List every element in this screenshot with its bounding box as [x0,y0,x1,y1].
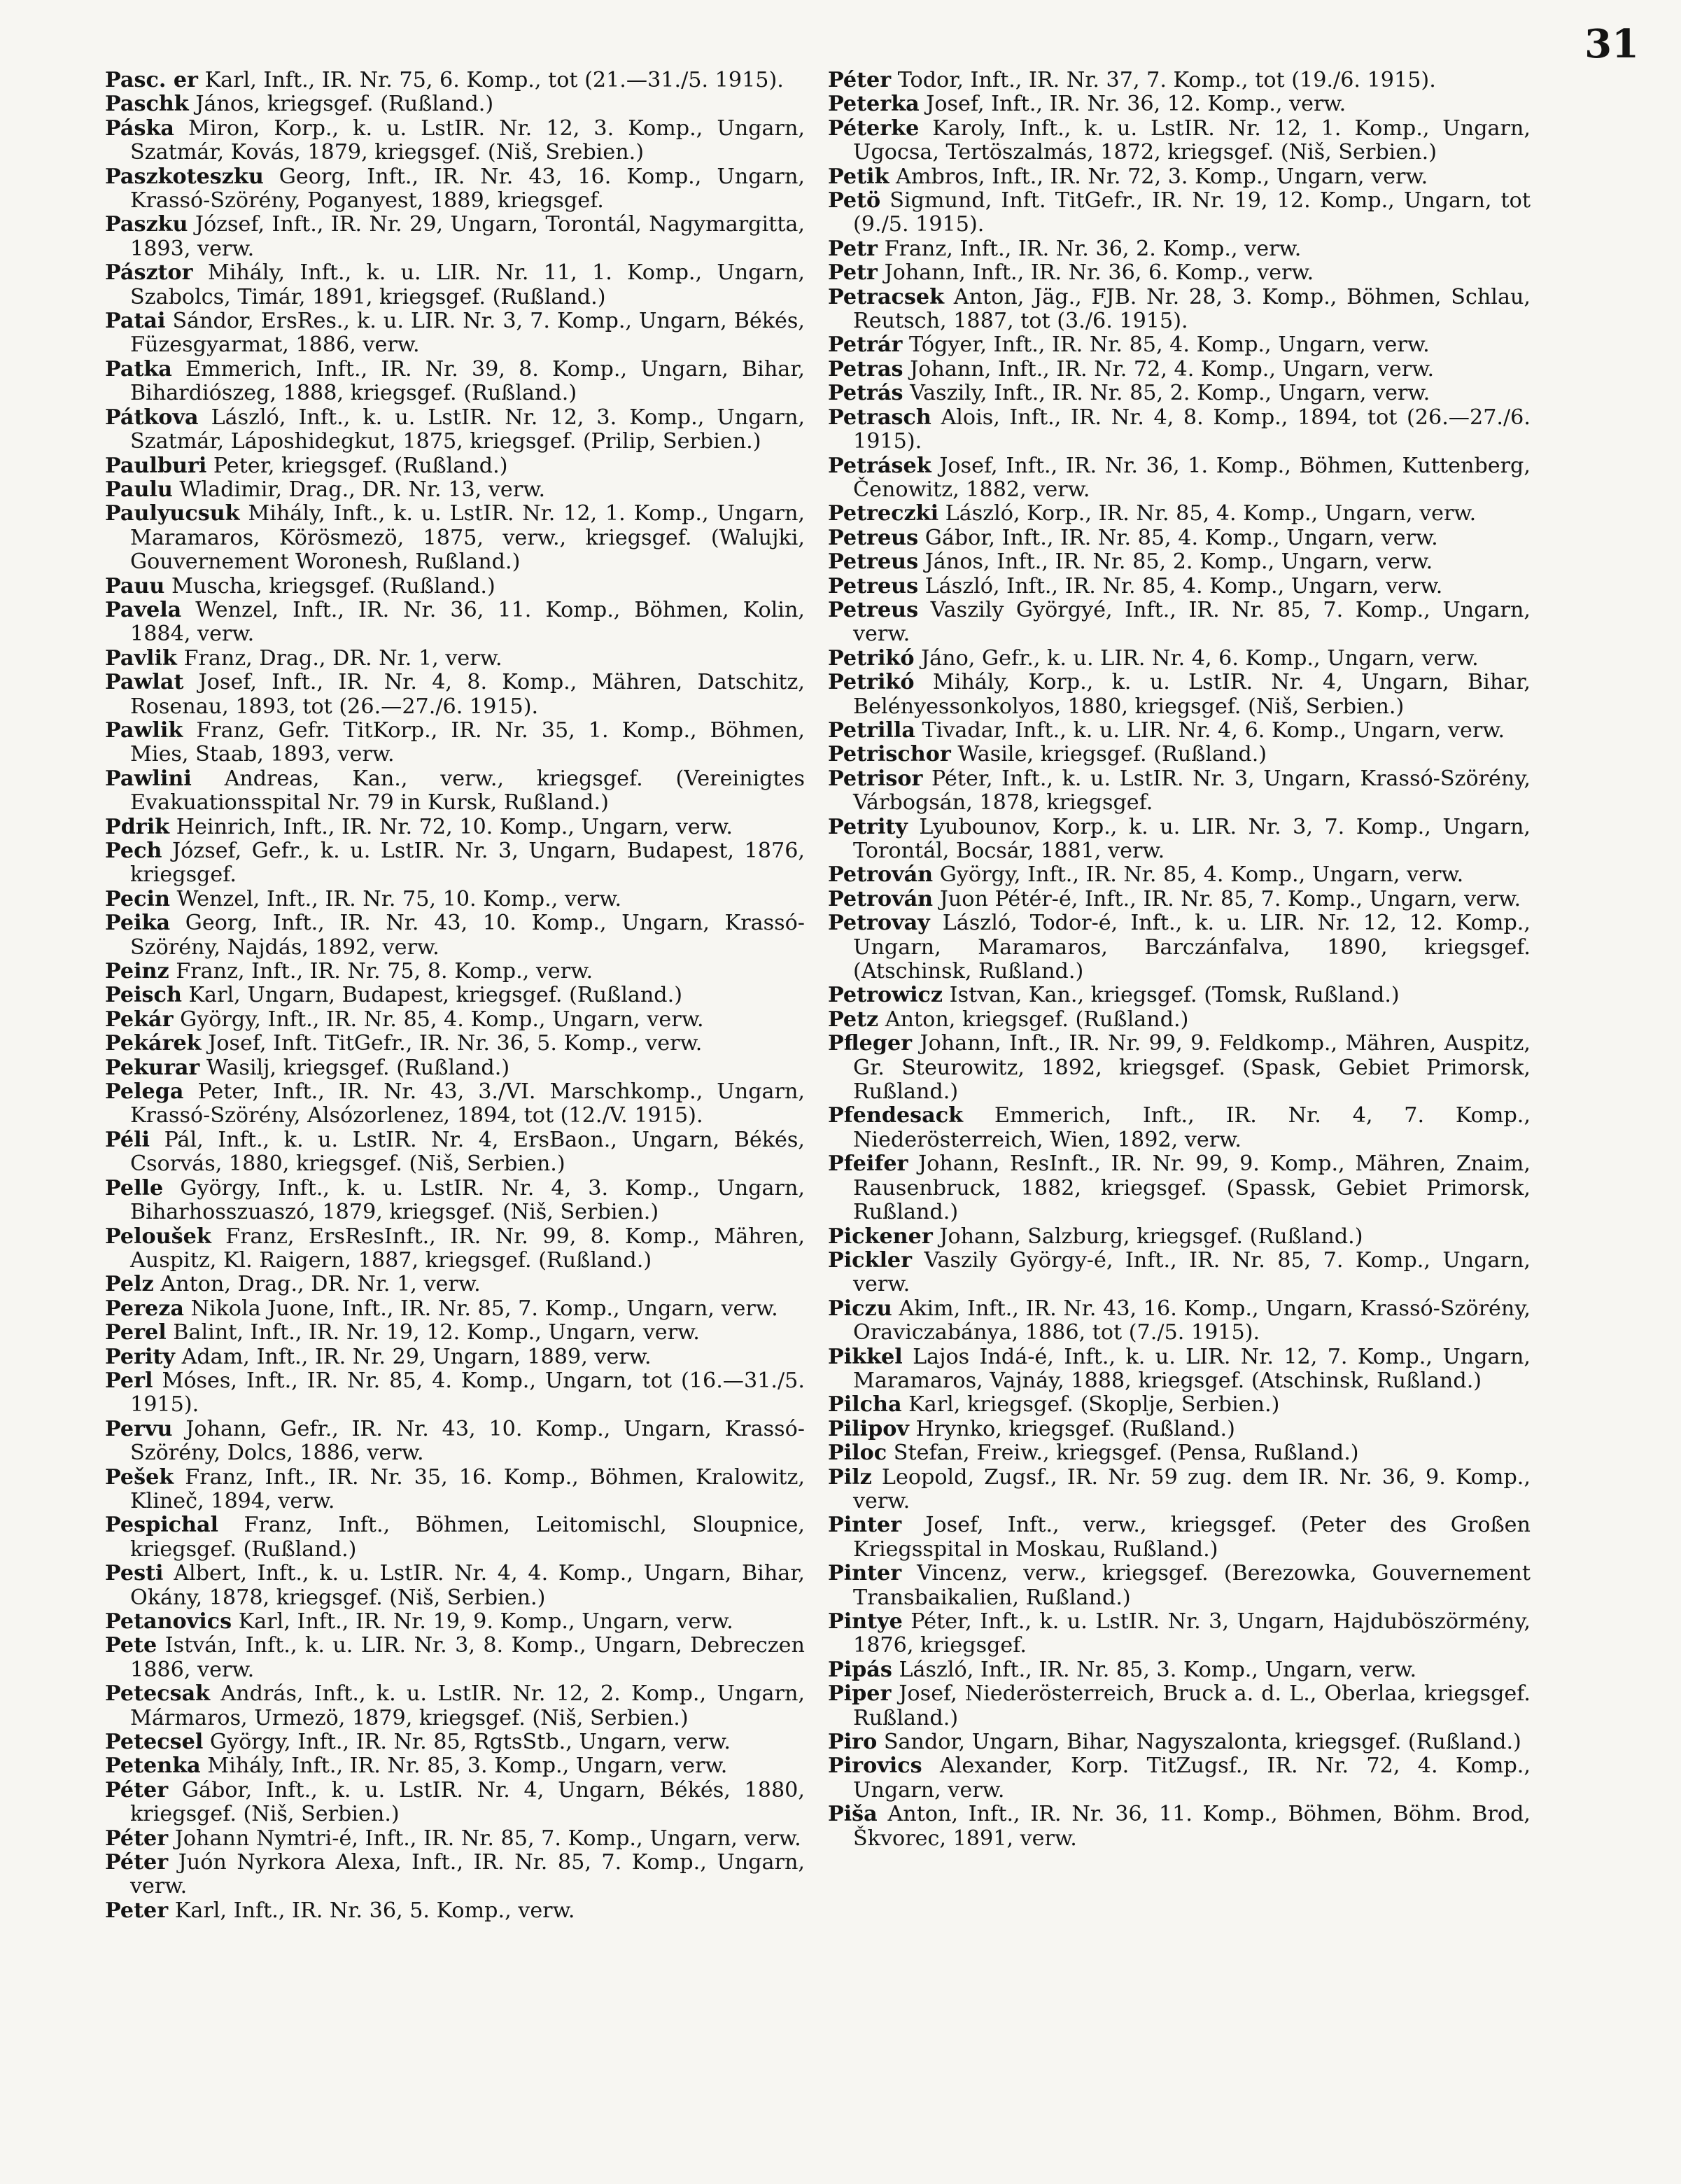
register-entry [828,406,1531,454]
entry-surname: Petecsak [105,1681,211,1707]
entry-details: Sandor, Ungarn, Bihar, Nagyszalonta, kriegsgef. (Rußland.) [883,1730,1521,1755]
register-entry [105,1827,805,1851]
entry-surname: Pekár [105,1007,174,1032]
entry-surname: Pátkova [105,405,199,430]
entry-details: György, Inft., IR. Nr. 85, 4. Komp., Ungarn, verw. [939,862,1464,888]
entry-surname: Pasc. er [105,68,198,92]
register-entry [105,1418,805,1466]
entry-details: Tógyer, Inft., IR. Nr. 85, 4. Komp., Ungarn, verw. [909,332,1430,358]
register-entry [828,816,1531,864]
entry-surname: Pickler [828,1247,913,1273]
register-entry [828,550,1531,574]
register-entry [828,526,1531,550]
entry-details: Emmerich, Inft., IR. Nr. 39, 8. Komp., Ungarn, Bihar, Bihardiószeg, 1888, kriegsgef. (Rußland.) [130,356,805,406]
register-entry [828,1754,1531,1802]
entry-surname: Peika [105,911,171,936]
entry-surname: Peter [105,1898,169,1923]
entry-details: Balint, Inft., IR. Nr. 19, 12. Komp., Ungarn, verw. [173,1320,700,1345]
entry-details: Todor, Inft., IR. Nr. 37, 7. Komp., tot (19./6. 1915). [897,68,1436,92]
entry-details: János, Inft., IR. Nr. 85, 2. Komp., Ungarn, verw. [924,550,1433,575]
entry-details: Georg, Inft., IR. Nr. 43, 16. Komp., Ungarn, Krassó-Szörény, Poganyest, 1889, kriegsgef. [130,164,805,214]
register-entry [105,1730,805,1754]
entry-surname: Pelega [105,1079,184,1105]
entry-surname: Petracsek [828,284,945,309]
entry-surname: Pecin [105,886,170,911]
register-entry [828,189,1531,237]
entry-surname: Péter [105,1826,169,1851]
register-entry [105,1128,805,1177]
entry-details: Peter, Inft., IR. Nr. 43, 3./VI. Marschkomp., Ungarn, Krassó-Szörény, Alsózorlenez, 1894, tot (12./V. 1915). [130,1079,805,1128]
entry-surname: Petrovay [828,911,930,936]
entry-surname: Pawlini [105,766,192,791]
entry-details: Mihály, Inft., k. u. LstIR. Nr. 12, 1. Komp., Ungarn, Maramaros, Körösmezö, 1875, verw., kriegsgef. (Walujki, Gouvernement Woronesh, Rußland.) [130,501,805,575]
entry-surname: Paulburi [105,453,207,478]
entry-details: Karoly, Inft., k. u. LstIR. Nr. 12, 1. Komp., Ungarn, Ugocsa, Tertöszalmás, 1872, kriegsgef. (Niš, Serbien.) [853,115,1531,165]
entry-surname: Petrasch [828,405,931,430]
register-entry [828,983,1531,1007]
entry-details: László, Inft., IR. Nr. 85, 3. Komp., Ungarn, verw. [899,1657,1417,1682]
entry-surname: Petr [828,260,878,286]
entry-details: László, Inft., IR. Nr. 85, 4. Komp., Ungarn, verw. [924,573,1443,598]
register-entry [105,1899,805,1923]
entry-surname: Petreus [828,597,919,622]
entry-surname: Pfeifer [828,1152,908,1177]
entry-surname: Petrikó [828,670,915,695]
register-entry [828,743,1531,766]
register-entry [105,406,805,454]
register-entry [828,1225,1531,1249]
entry-details: Franz, ErsResInft., IR. Nr. 99, 8. Komp., Mähren, Auspitz, Kl. Raigern, 1887, kriegsgef. (Rußland.) [130,1224,805,1273]
register-entry [828,1297,1531,1345]
entry-surname: Pipás [828,1657,892,1682]
entry-details: Alexander, Korp. TitZugsf., IR. Nr. 72, 4. Komp., Ungarn, verw. [853,1754,1531,1802]
register-entry [828,1610,1531,1658]
entry-details: Stefan, Freiw., kriegsgef. (Pensa, Rußland.) [893,1441,1359,1466]
entry-surname: Péter [105,1850,169,1875]
register-entry [105,1273,805,1296]
entry-details: Nikola Juone, Inft., IR. Nr. 85, 7. Komp., Ungarn, verw. [190,1296,778,1321]
register-entry [105,92,805,116]
register-entry [105,816,805,839]
register-entry [105,767,805,816]
entry-surname: Pech [105,839,162,863]
register-entry [828,1466,1531,1514]
page-number: 31 [1584,21,1639,67]
entry-surname: Paulyucsuk [105,501,240,526]
register-entry [828,888,1531,911]
entry-surname: Petenka [105,1754,201,1779]
register-entry [828,165,1531,189]
entry-surname: Peisch [105,983,182,1008]
entry-details: Jáno, Gefr., k. u. LIR. Nr. 4, 6. Komp., Ungarn, verw. [921,645,1479,671]
entry-details: Leopold, Zugsf., IR. Nr. 59 zug. dem IR. Nr. 36, 9. Komp., verw. [853,1464,1531,1513]
entry-surname: Péter [105,1777,169,1802]
entry-details: Pál, Inft., k. u. LstIR. Nr. 4, ErsBaon., Ungarn, Békés, Csorvás, 1880, kriegsgef. (Niš, Serbien.) [130,1127,805,1177]
entry-surname: Paulu [105,477,173,502]
entry-surname: Petrásek [828,453,931,478]
entry-surname: Piloc [828,1441,887,1466]
entry-details: Lyubounov, Korp., k. u. LIR. Nr. 3, 7. Komp., Ungarn, Torontál, Bocsár, 1881, verw. [853,814,1531,863]
register-entry [828,1682,1531,1730]
register-entry [105,647,805,671]
register-entry [828,454,1531,503]
entry-surname: Pelz [105,1272,154,1297]
register-entry [105,1225,805,1273]
entry-surname: Patka [105,356,172,382]
entry-details: Wenzel, Inft., IR. Nr. 36, 11. Komp., Böhmen, Kolin, 1884, verw. [130,597,805,647]
register-entry [828,286,1531,334]
entry-details: Mihály, Inft., IR. Nr. 85, 3. Komp., Ungarn, verw. [207,1754,728,1779]
entry-details: Josef, Inft., IR. Nr. 4, 8. Komp., Mähren, Datschitz, Rosenau, 1893, tot (26.—27./6. 1915). [130,670,805,719]
entry-details: Georg, Inft., IR. Nr. 43, 10. Komp., Ungarn, Krassó-Szörény, Najdás, 1892, verw. [130,911,805,960]
entry-details: Ambros, Inft., IR. Nr. 72, 3. Komp., Ungarn, verw. [896,164,1428,189]
entry-details: József, Gefr., k. u. LstIR. Nr. 3, Ungarn, Budapest, 1876, kriegsgef. [130,839,805,888]
entry-surname: Pintye [828,1609,903,1634]
entry-surname: Piper [828,1681,892,1707]
register-entry [105,671,805,719]
register-entry [105,1610,805,1634]
entry-details: Johann, Inft., IR. Nr. 36, 6. Komp., verw. [884,260,1314,286]
entry-details: Juon Pétér-é, Inft., IR. Nr. 85, 7. Komp., Ungarn, verw. [939,886,1521,911]
entry-surname: Petrován [828,886,934,911]
entry-details: József, Inft., IR. Nr. 29, Ungarn, Torontál, Nagymargitta, 1893, verw. [130,212,805,261]
entry-details: László, Korp., IR. Nr. 85, 4. Komp., Ungarn, verw. [945,501,1477,526]
entry-details: Muscha, kriegsgef. (Rußland.) [171,573,495,598]
entry-details: András, Inft., k. u. LstIR. Nr. 12, 2. Komp., Ungarn, Mármaros, Urmezö, 1879, kriegsgef. (Niš, Serbien.) [130,1681,805,1730]
register-entry [105,1754,805,1778]
entry-surname: Pavlik [105,645,177,671]
entry-surname: Pikkel [828,1344,903,1369]
entry-surname: Pavela [105,597,182,622]
register-entry [105,1562,805,1610]
register-entry [105,454,805,478]
entry-details: István, Inft., k. u. LIR. Nr. 3, 8. Komp., Ungarn, Debreczen 1886, verw. [130,1633,805,1682]
entry-details: Wasile, kriegsgef. (Rußland.) [957,742,1267,767]
register-entry [105,911,805,960]
entry-surname: Piša [828,1802,878,1827]
entry-surname: Petreus [828,525,919,550]
entry-surname: Petrikó [828,645,915,671]
entry-details: Franz, Gefr. TitKorp., IR. Nr. 35, 1. Komp., Böhmen, Mies, Staab, 1893, verw. [130,718,805,767]
entry-surname: Pesti [105,1561,164,1586]
entry-details: Johann, Inft., IR. Nr. 72, 4. Komp., Ungarn, verw. [910,356,1435,382]
entry-details: Franz, Inft., Böhmen, Leitomischl, Sloupnice, kriegsgef. (Rußland.) [130,1513,805,1562]
register-entry [105,575,805,598]
entry-details: Alois, Inft., IR. Nr. 4, 8. Komp., 1894, tot (26.—27./6. 1915). [853,405,1531,454]
entry-surname: Pete [105,1633,157,1658]
entry-surname: Pekurar [105,1055,200,1080]
entry-details: Josef, Inft. TitGefr., IR. Nr. 36, 5. Komp., verw. [208,1031,703,1056]
register-entry [828,647,1531,671]
register-entry [828,1345,1531,1394]
entry-surname: Pauu [105,573,165,598]
entry-details: Gábor, Inft., k. u. LstIR. Nr. 4, Ungarn, Békés, 1880, kriegsgef. (Niš, Serbien.) [130,1777,805,1827]
register-entry [105,165,805,214]
entry-surname: Pfendesack [828,1103,964,1128]
entry-details: Karl, Inft., IR. Nr. 19, 9. Komp., Ungarn, verw. [238,1609,733,1634]
register-entry [828,382,1531,405]
register-entry [105,1080,805,1128]
register-entry [105,1682,805,1730]
entry-details: Karl, kriegsgef. (Skoplje, Serbien.) [908,1392,1280,1418]
register-entry [828,767,1531,816]
entry-details: Gábor, Inft., IR. Nr. 85, 4. Komp., Ungarn, verw. [924,525,1438,550]
entry-surname: Páska [105,115,174,141]
entry-details: Móses, Inft., IR. Nr. 85, 4. Komp., Ungarn, tot (16.—31./5. 1915). [130,1368,805,1418]
register-entry [105,69,805,92]
entry-surname: Petreus [828,550,919,575]
entry-surname: Pešek [105,1464,174,1490]
entry-details: Tivadar, Inft., k. u. LIR. Nr. 4, 6. Komp., Ungarn, verw. [922,718,1505,743]
register-entry [828,117,1531,165]
register-entry [828,1418,1531,1441]
entry-details: Heinrich, Inft., IR. Nr. 72, 10. Komp., Ungarn, verw. [176,814,733,839]
register-entry [828,863,1531,887]
entry-details: László, Todor-é, Inft., k. u. LIR. Nr. 12, 12. Komp., Ungarn, Maramaros, Barczánfalva, 1890, kriegsgef. (Atschinsk, Rußland.) [853,911,1531,984]
entry-surname: Perel [105,1320,167,1345]
left-column [105,69,805,1923]
register-entry [828,671,1531,719]
entry-details: György, Inft., k. u. LstIR. Nr. 4, 3. Komp., Ungarn, Biharhosszuaszó, 1879, kriegsgef. (Niš, Serbien.) [130,1175,805,1225]
entry-surname: Pdrik [105,814,170,839]
entry-surname: Pervu [105,1416,173,1441]
entry-surname: Petrás [828,381,903,406]
entry-surname: Petz [828,1007,879,1032]
entry-surname: Pirovics [828,1754,922,1779]
entry-surname: Pereza [105,1296,184,1321]
entry-surname: Pilipov [828,1416,909,1441]
register-entry [105,1779,805,1827]
entry-surname: Péterke [828,115,920,141]
entry-surname: Petrity [828,814,908,839]
entry-surname: Petreczki [828,501,939,526]
entry-surname: Peterka [828,92,920,117]
register-entry [105,478,805,502]
entry-details: János, kriegsgef. (Rußland.) [195,92,494,117]
entry-details: Peter, kriegsgef. (Rußland.) [213,453,508,478]
entry-surname: Petr [828,236,878,261]
register-entry [105,1345,805,1369]
register-entry [828,1104,1531,1152]
entry-details: Anton, Inft., IR. Nr. 36, 11. Komp., Böhmen, Böhm. Brod, Škvorec, 1891, verw. [853,1802,1531,1851]
entry-details: László, Inft., k. u. LstIR. Nr. 12, 3. Komp., Ungarn, Szatmár, Láposhidegkut, 1875, kriegsgef. (Prilip, Serbien.) [130,405,805,454]
register-entry [105,598,805,647]
entry-surname: Piro [828,1730,878,1755]
register-entry [828,1152,1531,1224]
entry-details: Péter, Inft., k. u. LstIR. Nr. 3, Ungarn, Krassó-Szörény, Várbogsán, 1878, kriegsgef. [853,766,1531,816]
entry-surname: Perity [105,1344,175,1369]
entry-details: Anton, Jäg., FJB. Nr. 28, 3. Komp., Böhmen, Schlau, Reutsch, 1887, tot (3./6. 1915). [853,284,1531,334]
entry-surname: Pawlat [105,670,184,695]
entry-surname: Peloušek [105,1224,211,1249]
register-entry [828,911,1531,983]
entry-details: Istvan, Kan., kriegsgef. (Tomsk, Rußland.) [949,983,1400,1008]
entry-details: Lajos Indá-é, Inft., k. u. LIR. Nr. 12, 7. Komp., Ungarn, Maramaros, Vajnáy, 1888, kriegsgef. (Atschinsk, Rußland.) [853,1344,1531,1393]
register-entry [828,237,1531,261]
entry-details: Josef, Inft., IR. Nr. 36, 12. Komp., verw. [926,92,1346,117]
entry-details: Franz, Inft., IR. Nr. 75, 8. Komp., verw. [176,959,593,984]
entry-details: Johann, Gefr., IR. Nr. 43, 10. Komp., Ungarn, Krassó-Szörény, Dolcs, 1886, verw. [130,1416,805,1466]
entry-details: Wasilj, kriegsgef. (Rußland.) [206,1055,510,1080]
entry-surname: Pilz [828,1464,872,1490]
entry-details: Wenzel, Inft., IR. Nr. 75, 10. Komp., verw. [176,886,622,911]
entry-details: Karl, Inft., IR. Nr. 75, 6. Komp., tot (21.—31./5. 1915). [204,68,784,92]
entry-details: Vincenz, verw., kriegsgef. (Berezowka, Gouvernement Transbaikalien, Rußland.) [853,1561,1531,1610]
register-entry [828,1730,1531,1754]
entry-surname: Perl [105,1368,153,1393]
register-entry [105,983,805,1007]
entry-surname: Petrilla [828,718,915,743]
register-entry [105,1032,805,1056]
entry-surname: Pfleger [828,1031,913,1056]
entry-details: Josef, Niederösterreich, Bruck a. d. L., Oberlaa, kriegsgef. Rußland.) [853,1681,1531,1730]
entry-surname: Pawlik [105,718,183,743]
entry-details: Akim, Inft., IR. Nr. 43, 16. Komp., Ungarn, Krassó-Szörény, Oraviczabánya, 1886, tot (7./5. 1915). [853,1296,1531,1345]
entry-details: Johann Nymtri-é, Inft., IR. Nr. 85, 7. Komp., Ungarn, verw. [174,1826,801,1851]
entry-surname: Pickener [828,1224,933,1249]
entry-surname: Petrischor [828,742,951,767]
entry-details: Mihály, Korp., k. u. LstIR. Nr. 4, Ungarn, Bihar, Belényessonkolyos, 1880, kriegsgef. (Niš, Serbien.) [853,670,1531,719]
entry-details: Karl, Inft., IR. Nr. 36, 5. Komp., verw. [174,1898,575,1923]
register-entry [828,333,1531,357]
entry-details: Franz, Inft., IR. Nr. 36, 2. Komp., verw. [884,236,1302,261]
register-entry [105,839,805,888]
register-entry [828,1658,1531,1682]
register-entry [828,1032,1531,1104]
entry-details: Péter, Inft., k. u. LstIR. Nr. 3, Ungarn, Hajduböszörmény, 1876, kriegsgef. [853,1609,1531,1658]
entry-details: Vaszily Györgyé, Inft., IR. Nr. 85, 7. Komp., Ungarn, verw. [853,597,1531,647]
register-entry [105,1008,805,1032]
register-entry [828,1008,1531,1032]
entry-details: Wladimir, Drag., DR. Nr. 13, verw. [179,477,546,502]
register-entry [105,358,805,406]
register-entry [828,1562,1531,1610]
register-entry [105,1851,805,1899]
entry-surname: Pinter [828,1513,902,1538]
entry-details: Johann, Inft., IR. Nr. 99, 9. Feldkomp., Mähren, Auspitz, Gr. Steurowitz, 1892, kriegsgef. (Spask, Gebiet Primorsk, Rußland.) [853,1031,1531,1105]
register-entry [105,1466,805,1514]
entry-details: Josef, Inft., verw., kriegsgef. (Peter des Großen Kriegsspital in Moskau, Rußland.) [853,1513,1531,1562]
register-entry [828,261,1531,285]
register-entry [105,1634,805,1682]
register-entry [105,1369,805,1418]
entry-details: György, Inft., IR. Nr. 85, RgtsStb., Ungarn, verw. [209,1730,731,1755]
entry-details: Adam, Inft., IR. Nr. 29, Ungarn, 1889, verw. [181,1344,652,1369]
entry-surname: Petanovics [105,1609,232,1634]
entry-details: Anton, Drag., DR. Nr. 1, verw. [160,1272,481,1297]
entry-details: Vaszily György-é, Inft., IR. Nr. 85, 7. Komp., Ungarn, verw. [853,1247,1531,1297]
register-entry [828,1802,1531,1851]
register-entry [105,261,805,309]
register-entry [105,1177,805,1225]
register-entry [828,719,1531,743]
register-entry [828,69,1531,92]
entry-surname: Peinz [105,959,169,984]
entry-surname: Petik [828,164,889,189]
entry-surname: Péter [828,68,892,92]
entry-details: Johann, Salzburg, kriegsgef. (Rußland.) [939,1224,1363,1249]
register-entry [828,92,1531,116]
entry-details: Anton, kriegsgef. (Rußland.) [885,1007,1189,1032]
entry-surname: Pásztor [105,260,193,286]
register-entry [828,358,1531,382]
register-entry [828,598,1531,647]
register-entry [105,502,805,574]
register-entry [105,1513,805,1562]
register-entry [828,1249,1531,1297]
entry-details: Karl, Ungarn, Budapest, kriegsgef. (Rußland.) [188,983,682,1008]
entry-surname: Péli [105,1127,150,1152]
register-entry [105,1321,805,1345]
entry-surname: Petrowicz [828,983,943,1008]
entry-details: Andreas, Kan., verw., kriegsgef. (Vereinigtes Evakuationsspital Nr. 79 in Kursk, Rußland.) [130,766,805,816]
entry-details: Miron, Korp., k. u. LstIR. Nr. 12, 3. Komp., Ungarn, Szatmár, Kovás, 1879, kriegsgef. (Niš, Srebien.) [130,115,805,165]
entry-surname: Paszku [105,212,188,237]
entry-details: György, Inft., IR. Nr. 85, 4. Komp., Ungarn, verw. [180,1007,704,1032]
entry-details: Albert, Inft., k. u. LstIR. Nr. 4, 4. Komp., Ungarn, Bihar, Okány, 1878, kriegsgef. (Niš, Serbien.) [130,1561,805,1610]
register-entry [828,575,1531,598]
entry-surname: Petrisor [828,766,923,791]
entry-details: Mihály, Inft., k. u. LIR. Nr. 11, 1. Komp., Ungarn, Szabolcs, Timár, 1891, kriegsgef. (Rußland.) [130,260,805,309]
entry-details: Vaszily, Inft., IR. Nr. 85, 2. Komp., Ungarn, verw. [910,381,1430,406]
entry-details: Hrynko, kriegsgef. (Rußland.) [915,1416,1235,1441]
entry-details: Josef, Inft., IR. Nr. 36, 1. Komp., Böhmen, Kuttenberg, Čenowitz, 1882, verw. [853,453,1531,502]
entry-surname: Petö [828,188,881,214]
entry-surname: Pelle [105,1175,164,1200]
register-entry [828,1513,1531,1562]
entry-surname: Pespichal [105,1513,219,1538]
entry-surname: Petrován [828,862,934,888]
entry-details: Franz, Inft., IR. Nr. 35, 16. Komp., Böhmen, Kralowitz, Klineč, 1894, verw. [130,1464,805,1513]
entry-details: Emmerich, Inft., IR. Nr. 4, 7. Komp., Niederösterreich, Wien, 1892, verw. [853,1103,1531,1152]
entry-surname: Pilcha [828,1392,902,1418]
entry-surname: Pekárek [105,1031,202,1056]
register-entry [105,213,805,261]
entry-surname: Petecsel [105,1730,204,1755]
entry-surname: Paschk [105,92,189,117]
register-entry [105,117,805,165]
entry-details: Juón Nyrkora Alexa, Inft., IR. Nr. 85, 7. Komp., Ungarn, verw. [130,1850,805,1899]
right-column [828,69,1531,1851]
entry-surname: Petras [828,356,903,382]
register-entry [105,1056,805,1080]
register-entry [105,1297,805,1321]
entry-details: Sigmund, Inft. TitGefr., IR. Nr. 19, 12. Komp., Ungarn, tot (9./5. 1915). [853,188,1531,237]
entry-details: Sándor, ErsRes., k. u. LIR. Nr. 3, 7. Komp., Ungarn, Békés, Füzesgyarmat, 1886, verw. [130,309,805,358]
register-entry [828,1393,1531,1417]
entry-details: Johann, ResInft., IR. Nr. 99, 9. Komp., Mähren, Znaim, Rausenbruck, 1882, kriegsgef. (Spassk, Gebiet Primorsk, Rußland.) [853,1152,1531,1225]
entry-surname: Patai [105,309,166,334]
entry-details: Franz, Drag., DR. Nr. 1, verw. [183,645,502,671]
register-entry [105,888,805,911]
register-entry [828,1441,1531,1465]
register-entry [828,502,1531,526]
entry-surname: Paszkoteszku [105,164,264,189]
entry-surname: Petrár [828,332,903,358]
entry-surname: Pinter [828,1561,902,1586]
register-entry [105,960,805,983]
entry-surname: Petreus [828,573,919,598]
register-entry [105,309,805,358]
register-entry [105,719,805,767]
entry-surname: Piczu [828,1296,892,1321]
